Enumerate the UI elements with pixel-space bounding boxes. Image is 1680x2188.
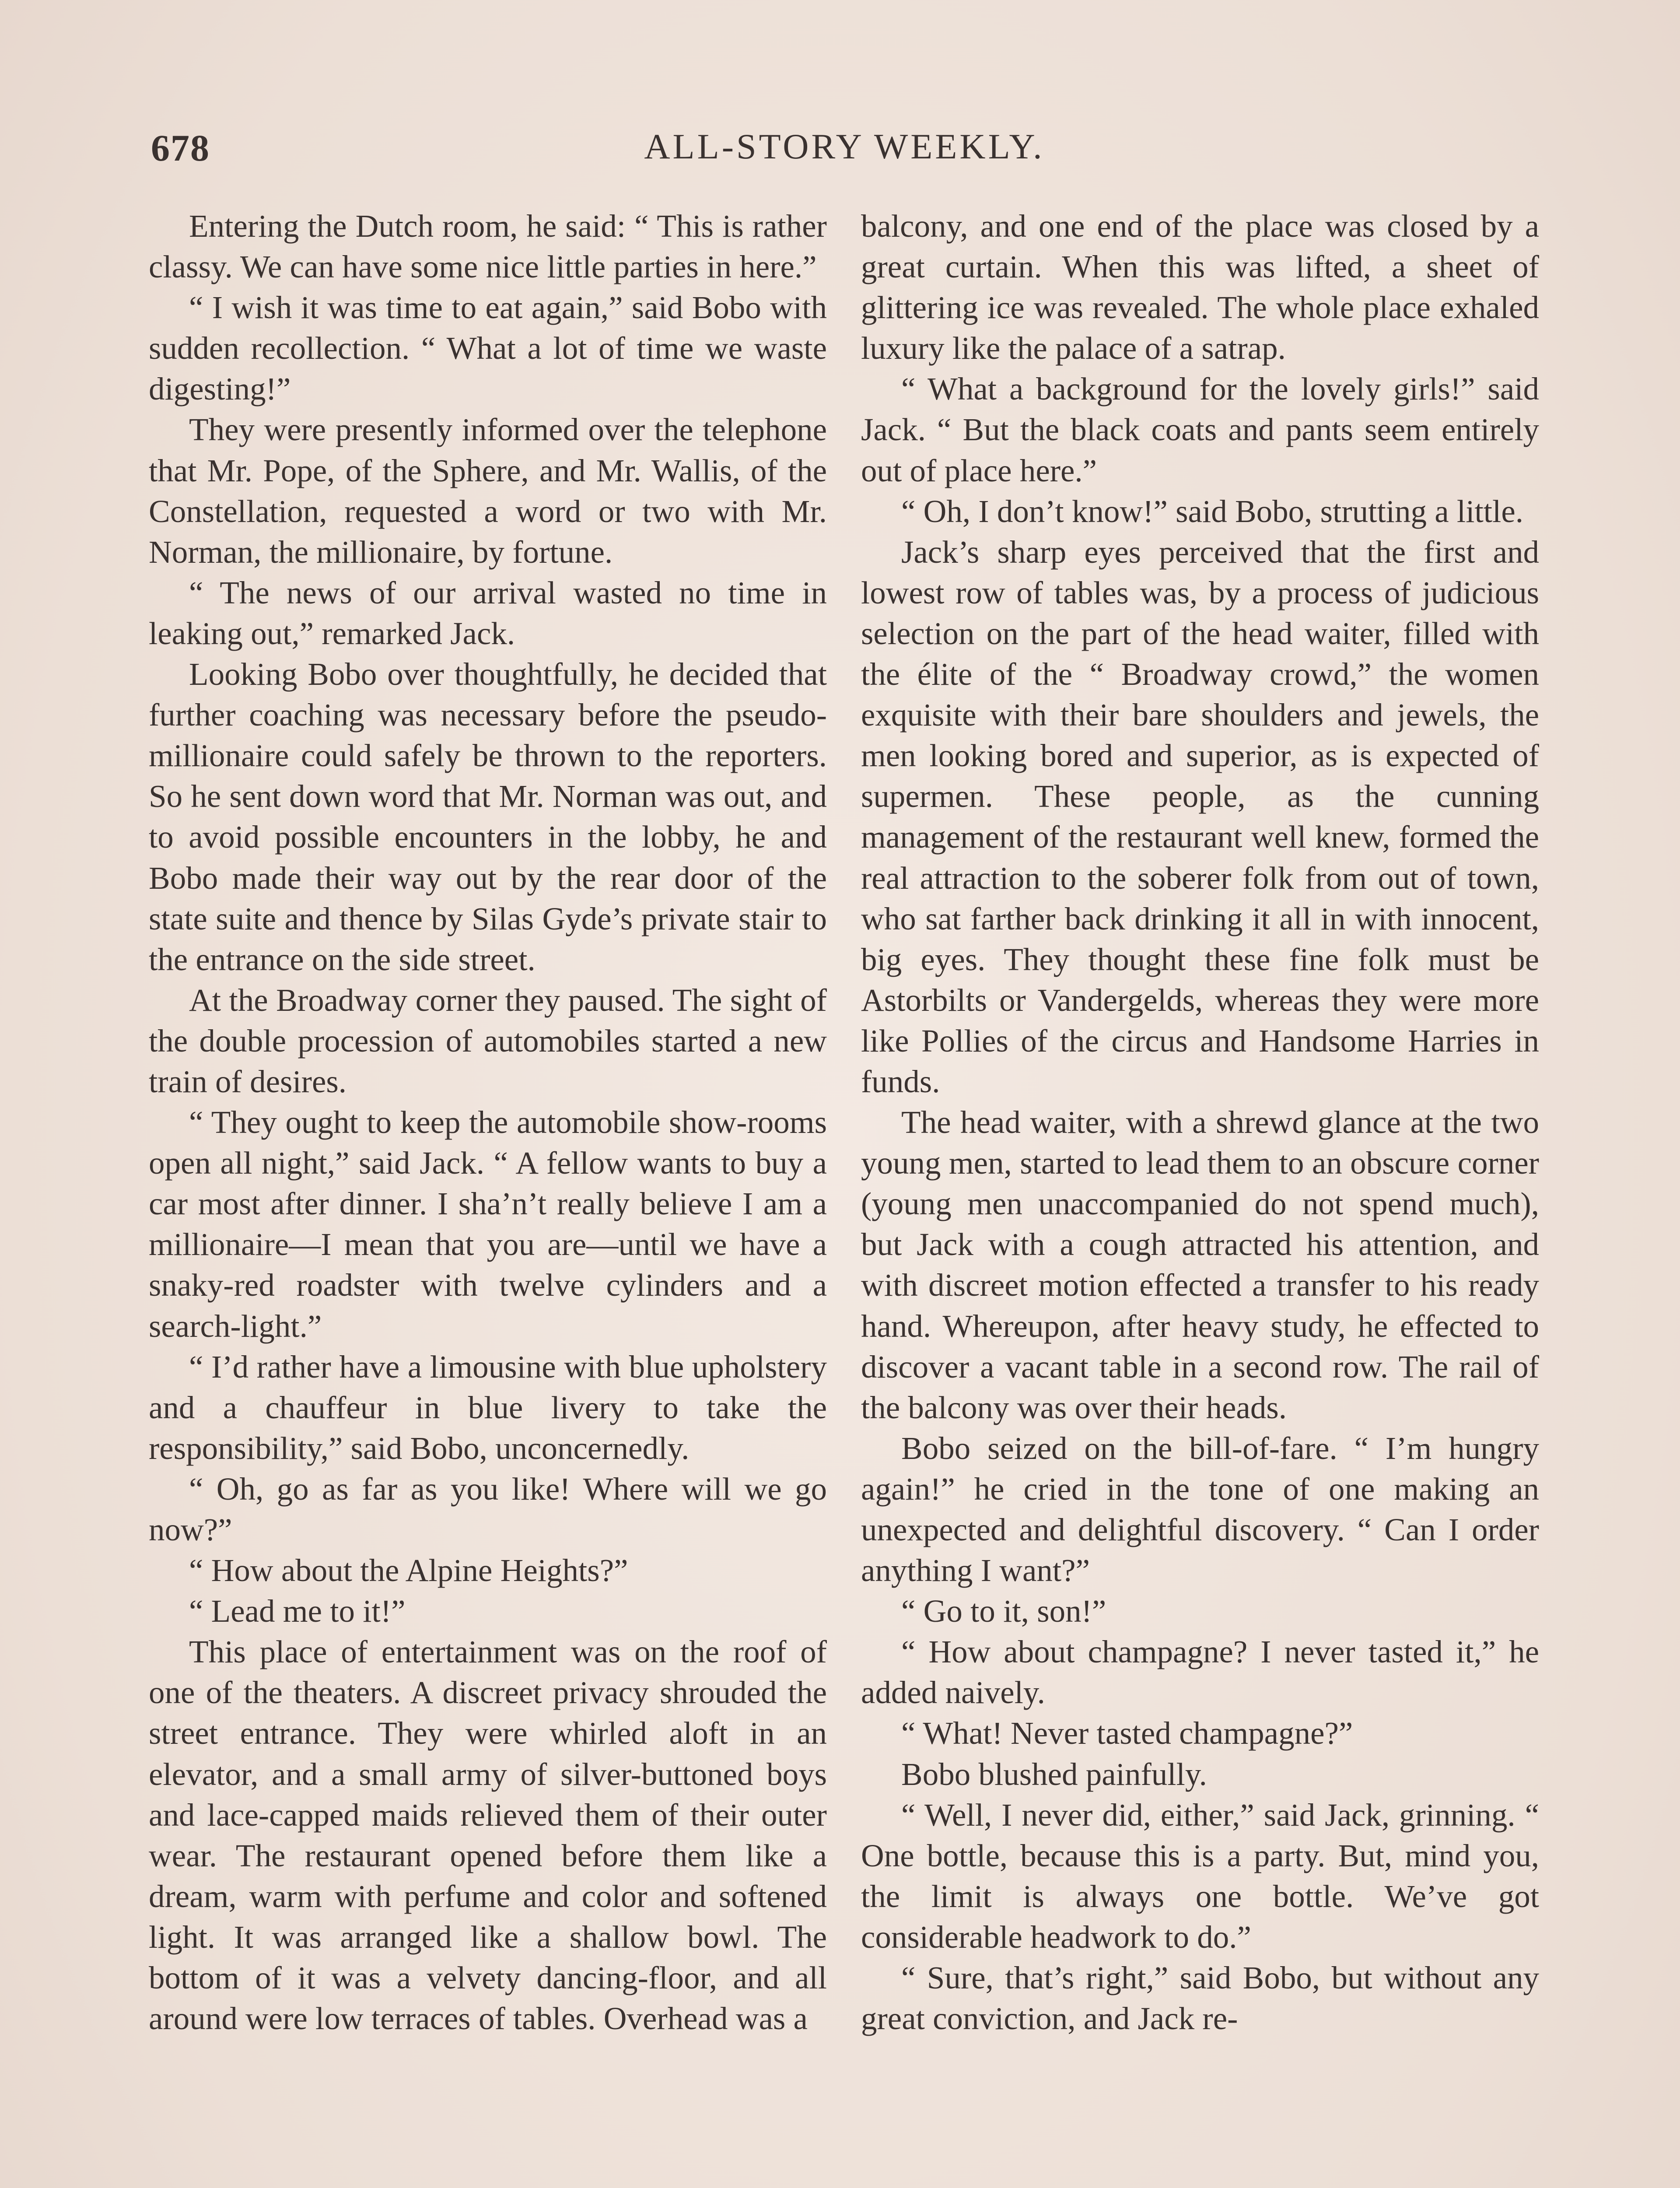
paragraph: “ Go to it, son!” [901,1593,1106,1629]
paragraph: “ How about champagne? I never tasted it,” he added naively. [861,1634,1539,1711]
paragraph: Looking Bobo over thoughtfully, he decided that further coaching was necessary before the pseudo-millionaire could safely be thrown to the reporters. So he sent down word that Mr. Norman was out, and to avoid possible encounters in the lobby, he and Bobo made their way out by the rear door of the state suite and thence by Silas Gyde’s private stair to the entrance on the side street. [149,656,827,977]
page-number: 678 [151,127,210,169]
paragraph: This place of entertainment was on the roof of one of the theaters. A discreet privacy shrouded the street entrance. They were whirled aloft in an elevator, and a small army of silver-buttoned boys and lace-capped maids relieved them of their outer wear. The restaurant opened before them like a dream, warm with perfume and color and softened light. It was arranged like a shallow bowl. The bottom of it was a velvety dancing-floor, and all around were low terraces of tables. Overhead was a [149,1634,827,2037]
paragraph: “ Sure, that’s right,” said Bobo, but without any great conviction, and Jack re- [861,1960,1539,2037]
paragraph: They were presently informed over the telephone that Mr. Pope, of the Sphere, and Mr. Wallis, of the Constellation, requested a word or two with Mr. Norman, the millionaire, by fortune. [149,412,827,570]
paragraph: “ What a background for the lovely girls!” said Jack. “ But the black coats and pants seem entirely out of place here.” [861,371,1539,488]
paragraph: “ I wish it was time to eat again,” said Bobo with sudden recollection. “ What a lot of time we waste digesting!” [149,290,827,407]
paragraph: Entering the Dutch room, he said: “ This is rather classy. We can have some nice little parties in here.” [149,208,827,285]
paragraph-continuation: balcony, and one end of the place was closed by a great curtain. When this was lifted, a sheet of glittering ice was revealed. The whole place exhaled luxury like the palace of a satrap. [861,208,1539,366]
paragraph: “ They ought to keep the automobile show-rooms open all night,” said Jack. “ A fellow wants to buy a car most after dinner. I sha’n’t really believe I am a millionaire—I mean that you are—until we have a snaky-red roadster with twelve cylinders and a search-light.” [149,1105,827,1344]
running-header [151,126,1538,174]
right-column [861,206,1539,2039]
paragraph: “ I’d rather have a limousine with blue upholstery and a chauffeur in blue livery to take the responsibility,” said Bobo, unconcernedly. [149,1349,827,1466]
running-title: ALL-STORY WEEKLY. [644,126,1045,166]
paragraph: “ Lead me to it!” [189,1593,406,1629]
paragraph: “ Oh, go as far as you like! Where will we go now?” [149,1471,827,1547]
paragraph: “ Well, I never did, either,” said Jack, grinning. “ One bottle, because this is a party. But, mind you, the limit is always one bottle. We’ve got considerable headwork to do.” [861,1797,1539,1955]
paragraph: Jack’s sharp eyes perceived that the first and lowest row of tables was, by a process of judicious selection on the part of the head waiter, filled with the élite of the “ Broadway crowd,” the women exquisite with their bare shoulders and jewels, the men looking bored and superior, as is expected of supermen. These people, as the cunning management of the restaurant well knew, formed the real attraction to the soberer folk from out of town, who sat farther back drinking it all in with innocent, big eyes. They thought these fine folk must be Astorbilts or Vandergelds, whereas they were more like Pollies of the circus and Handsome Harries in funds. [861,534,1539,1099]
left-column [149,206,827,2039]
paragraph: The head waiter, with a shrewd glance at the two young men, started to lead them to an obscure corner (young men unaccompanied do not spend much), but Jack with a cough attracted his attention, and with discreet motion effected a transfer to his ready hand. Whereupon, after heavy study, he effected to discover a vacant table in a second row. The rail of the balcony was over their heads. [861,1105,1539,1425]
paragraph: “ What! Never tasted champagne?” [901,1715,1353,1751]
paragraph: “ The news of our arrival wasted no time in leaking out,” remarked Jack. [149,575,827,651]
paragraph: Bobo blushed painfully. [901,1756,1207,1792]
paragraph: At the Broadway corner they paused. The sight of the double procession of automobiles started a new train of desires. [149,982,827,1099]
paragraph: “ Oh, I don’t know!” said Bobo, strutting a little. [901,493,1523,529]
paragraph: Bobo seized on the bill-of-fare. “ I’m hungry again!” he cried in the tone of one making an unexpected and delightful discovery. “ Can I order anything I want?” [861,1430,1539,1588]
paragraph: “ How about the Alpine Heights?” [189,1553,628,1588]
